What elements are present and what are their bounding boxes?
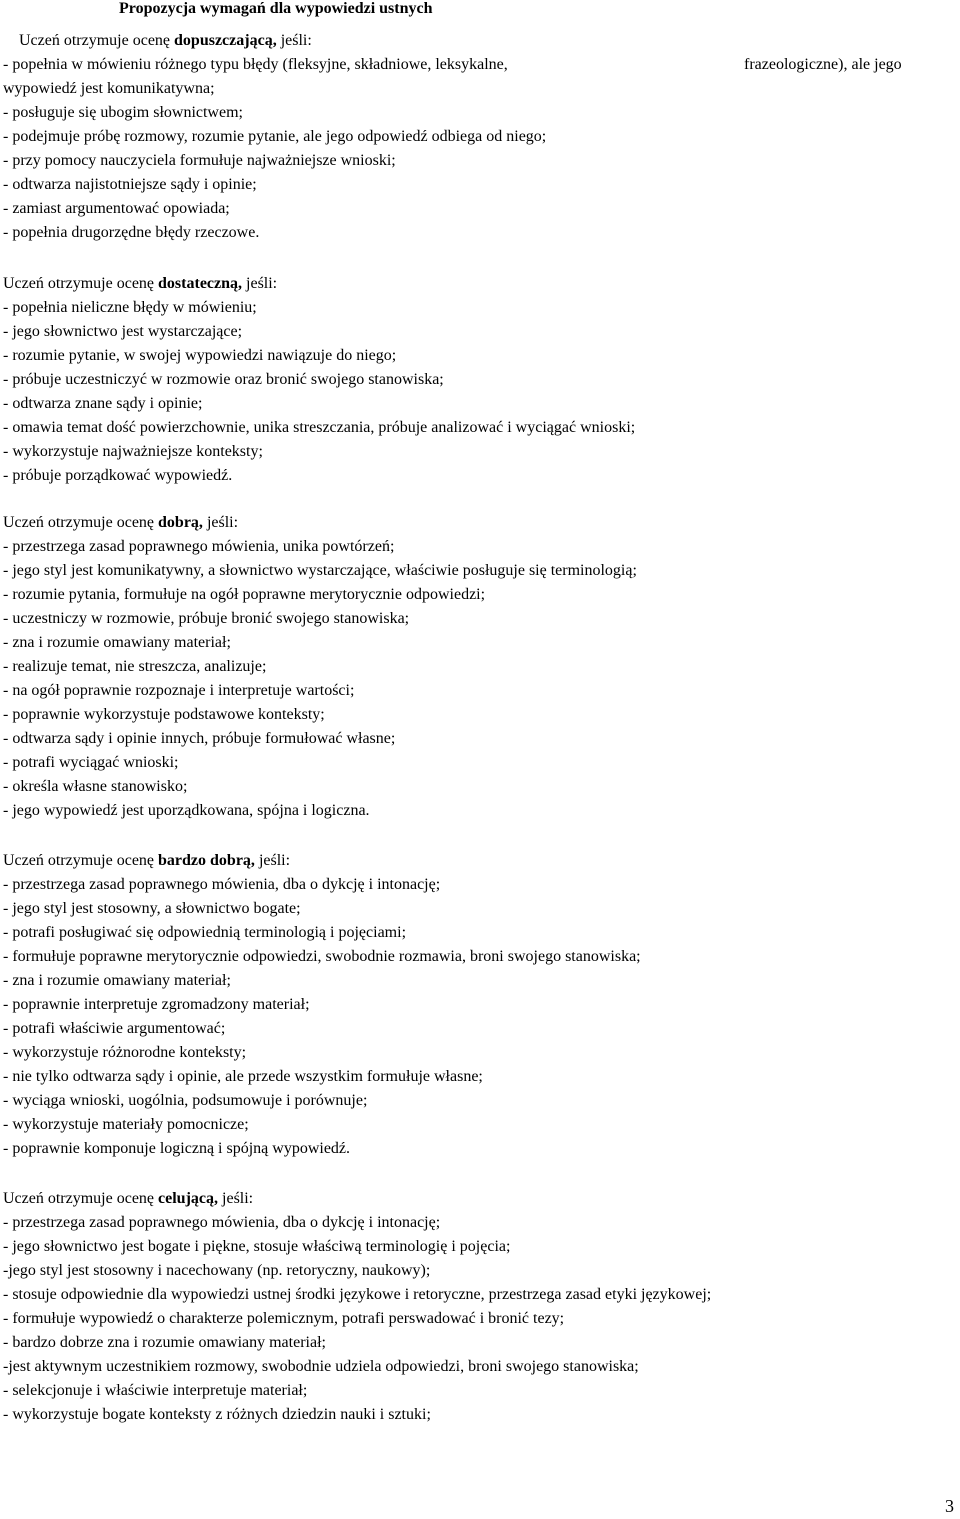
list-item: - poprawnie interpretuje zgromadzony materiał; <box>3 996 310 1013</box>
intro-prefix: Uczeń otrzymuje ocenę <box>3 852 159 869</box>
list-item: - popełnia drugorzędne błędy rzeczowe. <box>3 224 260 241</box>
section-intro <box>3 511 960 535</box>
list-item: - bardzo dobrze zna i rozumie omawiany materiał; <box>3 1334 326 1351</box>
list-item: - określa własne stanowisko; <box>3 778 188 795</box>
list-item: - jego słownictwo jest bogate i piękne, stosuje właściwą terminologię i pojęcia; <box>3 1238 511 1255</box>
list-item: -jego styl jest stosowny i nacechowany (np. retoryczny, naukowy); <box>3 1262 431 1279</box>
list-item: - przestrzega zasad poprawnego mówienia, dba o dykcję i intonację; <box>3 1214 441 1231</box>
grade-label: bardzo dobrą, <box>158 852 255 869</box>
list-item: - jego styl jest stosowny, a słownictwo bogate; <box>3 900 301 917</box>
section-intro <box>3 849 960 873</box>
section-celujaca <box>3 1187 960 1427</box>
intro-prefix: Uczeń otrzymuje ocenę <box>19 32 175 49</box>
section-dopuszczajaca <box>3 29 960 245</box>
grade-label: dopuszczającą, <box>174 32 277 49</box>
list-item: - potrafi wyciągać wnioski; <box>3 754 179 771</box>
list-item: - formułuje wypowiedź o charakterze polemicznym, potrafi perswadować i bronić tezy; <box>3 1310 565 1327</box>
intro-suffix: jeśli: <box>218 1190 254 1207</box>
list-item: - zamiast argumentować opowiada; <box>3 200 230 217</box>
document-title: Propozycja wymagań dla wypowiedzi ustnych <box>119 0 433 17</box>
list-item: - rozumie pytanie, w swojej wypowiedzi nawiązuje do niego; <box>3 347 397 364</box>
list-item: - nie tylko odtwarza sądy i opinie, ale przede wszystkim formułuje własne; <box>3 1068 483 1085</box>
list-item: - odtwarza najistotniejsze sądy i opinie; <box>3 176 257 193</box>
list-item: - próbuje uczestniczyć w rozmowie oraz bronić swojego stanowiska; <box>3 371 444 388</box>
list-item: - wykorzystuje bogate konteksty z różnych dziedzin nauki i sztuki; <box>3 1406 431 1423</box>
list-item: - popełnia nieliczne błędy w mówieniu; <box>3 299 257 316</box>
list-item: - realizuje temat, nie streszcza, analizuje; <box>3 658 267 675</box>
list-item-text-right: frazeologiczne), ale jego <box>744 56 902 73</box>
list-item: - jego wypowiedź jest uporządkowana, spójna i logiczna. <box>3 802 370 819</box>
list-item <box>3 53 960 77</box>
grade-label: dostateczną, <box>158 275 243 292</box>
list-item: - próbuje porządkować wypowiedź. <box>3 467 233 484</box>
list-item: - podejmuje próbę rozmowy, rozumie pytanie, ale jego odpowiedź odbiega od niego; <box>3 128 547 145</box>
list-item: - wyciąga wnioski, uogólnia, podsumowuje i porównuje; <box>3 1092 368 1109</box>
section-intro <box>3 29 960 53</box>
list-item: - poprawnie komponuje logiczną i spójną wypowiedź. <box>3 1140 351 1157</box>
grade-label: celującą, <box>158 1190 219 1207</box>
list-item: - rozumie pytania, formułuje na ogół poprawne merytorycznie odpowiedzi; <box>3 586 486 603</box>
list-item: - omawia temat dość powierzchownie, unika streszczania, próbuje analizować i wyciągać wnioski; <box>3 419 636 436</box>
list-item: - zna i rozumie omawiany materiał; <box>3 972 231 989</box>
list-item: -jest aktywnym uczestnikiem rozmowy, swobodnie udziela odpowiedzi, broni swojego stanowiska; <box>3 1358 639 1375</box>
list-item: - wykorzystuje materiały pomocnicze; <box>3 1116 249 1133</box>
list-item-text: - popełnia w mówieniu różnego typu błędy (fleksyjne, składniowe, leksykalne, <box>3 56 508 73</box>
list-item: - przestrzega zasad poprawnego mówienia, unika powtórzeń; <box>3 538 395 555</box>
list-item: - wykorzystuje różnorodne konteksty; <box>3 1044 247 1061</box>
list-item: - przestrzega zasad poprawnego mówienia, dba o dykcję i intonację; <box>3 876 441 893</box>
page-number: 3 <box>945 1496 954 1516</box>
list-item: - zna i rozumie omawiany materiał; <box>3 634 231 651</box>
list-item: - uczestniczy w rozmowie, próbuje bronić swojego stanowiska; <box>3 610 410 627</box>
list-item: - jego styl jest komunikatywny, a słownictwo wystarczające, właściwie posługuje się terminologią; <box>3 562 637 579</box>
list-item-continuation: wypowiedź jest komunikatywna; <box>3 80 215 97</box>
section-bardzo-dobra <box>3 849 960 1161</box>
intro-suffix: jeśli: <box>242 275 278 292</box>
list-item: - wykorzystuje najważniejsze konteksty; <box>3 443 263 460</box>
list-item: - stosuje odpowiednie dla wypowiedzi ustnej środki językowe i retoryczne, przestrzega zasad etyki językowej; <box>3 1286 712 1303</box>
intro-suffix: jeśli: <box>254 852 291 869</box>
list-item: - selekcjonuje i właściwie interpretuje materiał; <box>3 1382 308 1399</box>
list-item: - przy pomocy nauczyciela formułuje najważniejsze wnioski; <box>3 152 396 169</box>
intro-prefix: Uczeń otrzymuje ocenę <box>3 1190 159 1207</box>
list-item: - poprawnie wykorzystuje podstawowe konteksty; <box>3 706 325 723</box>
intro-suffix: jeśli: <box>202 514 239 531</box>
section-dobra <box>3 511 960 823</box>
section-intro <box>3 272 960 296</box>
list-item: - potrafi właściwie argumentować; <box>3 1020 226 1037</box>
intro-prefix: Uczeń otrzymuje ocenę <box>3 275 159 292</box>
section-dostateczna <box>3 272 960 488</box>
intro-suffix: jeśli: <box>276 32 312 49</box>
list-item: - na ogół poprawnie rozpoznaje i interpretuje wartości; <box>3 682 355 699</box>
list-item: - potrafi posługiwać się odpowiednią terminologią i pojęciami; <box>3 924 407 941</box>
list-item: - odtwarza sądy i opinie innych, próbuje formułować własne; <box>3 730 396 747</box>
list-item: - odtwarza znane sądy i opinie; <box>3 395 203 412</box>
list-item: - jego słownictwo jest wystarczające; <box>3 323 243 340</box>
section-intro <box>3 1187 960 1211</box>
list-item: - posługuje się ubogim słownictwem; <box>3 104 243 121</box>
grade-label: dobrą, <box>158 514 203 531</box>
list-item: - formułuje poprawne merytorycznie odpowiedzi, swobodnie rozmawia, broni swojego stanowiska; <box>3 948 641 965</box>
intro-prefix: Uczeń otrzymuje ocenę <box>3 514 159 531</box>
